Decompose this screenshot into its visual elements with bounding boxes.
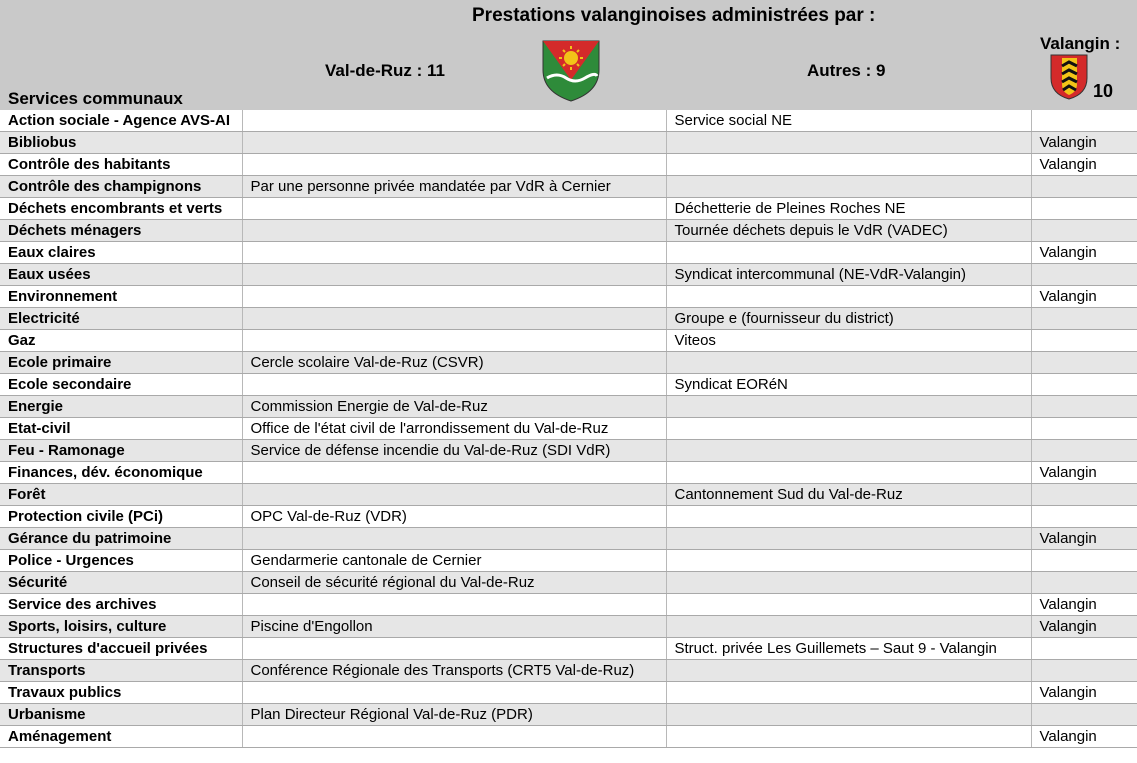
table-row: [0, 594, 1137, 616]
table-header: [0, 0, 1137, 110]
autres-cell: [666, 572, 1031, 594]
val-de-ruz-cell: Conférence Régionale des Transports (CRT5 Val-de-Ruz): [242, 660, 666, 682]
service-cell: Etat-civil: [0, 418, 242, 440]
autres-cell: Syndicat EORéN: [666, 374, 1031, 396]
autres-cell: [666, 550, 1031, 572]
autres-cell: [666, 616, 1031, 638]
autres-cell: Déchetterie de Pleines Roches NE: [666, 198, 1031, 220]
valangin-cell: [1031, 440, 1137, 462]
valangin-cell: [1031, 572, 1137, 594]
autres-cell: [666, 176, 1031, 198]
autres-count: Autres : 9: [807, 61, 886, 80]
val-de-ruz-cell: [242, 264, 666, 286]
val-de-ruz-cell: Par une personne privée mandatée par VdR à Cernier: [242, 176, 666, 198]
service-cell: Déchets ménagers: [0, 220, 242, 242]
valangin-cell: [1031, 264, 1137, 286]
autres-cell: [666, 660, 1031, 682]
service-cell: Feu - Ramonage: [0, 440, 242, 462]
table-row: [0, 286, 1137, 308]
table-row: [0, 132, 1137, 154]
valangin-cell: Valangin: [1031, 726, 1137, 748]
val-de-ruz-cell: [242, 682, 666, 704]
autres-cell: [666, 462, 1031, 484]
valangin-cell: [1031, 352, 1137, 374]
valangin-cell: Valangin: [1031, 616, 1137, 638]
service-cell: Eaux claires: [0, 242, 242, 264]
val-de-ruz-cell: [242, 198, 666, 220]
service-cell: Eaux usées: [0, 264, 242, 286]
valangin-cell: [1031, 506, 1137, 528]
table-row: [0, 484, 1137, 506]
valangin-cell: Valangin: [1031, 242, 1137, 264]
val-de-ruz-cell: [242, 484, 666, 506]
autres-cell: [666, 704, 1031, 726]
table-row: [0, 242, 1137, 264]
table-row: [0, 440, 1137, 462]
table-row: [0, 506, 1137, 528]
service-cell: Gérance du patrimoine: [0, 528, 242, 550]
valangin-cell: Valangin: [1031, 594, 1137, 616]
table-row: [0, 572, 1137, 594]
service-cell: Sports, loisirs, culture: [0, 616, 242, 638]
autres-cell: [666, 418, 1031, 440]
table-row: [0, 264, 1137, 286]
valangin-cell: [1031, 418, 1137, 440]
autres-cell: Cantonnement Sud du Val-de-Ruz: [666, 484, 1031, 506]
service-cell: Contrôle des champignons: [0, 176, 242, 198]
autres-cell: [666, 440, 1031, 462]
autres-cell: [666, 242, 1031, 264]
val-de-ruz-cell: [242, 638, 666, 660]
valangin-cell: Valangin: [1031, 462, 1137, 484]
autres-cell: [666, 396, 1031, 418]
valangin-cell: [1031, 176, 1137, 198]
table-row: [0, 110, 1137, 132]
valangin-label: Valangin :: [1040, 34, 1121, 53]
valangin-cell: [1031, 110, 1137, 132]
val-de-ruz-cell: [242, 132, 666, 154]
service-cell: Police - Urgences: [0, 550, 242, 572]
table-row: [0, 638, 1137, 660]
valangin-cell: Valangin: [1031, 528, 1137, 550]
autres-cell: [666, 286, 1031, 308]
val-de-ruz-count: Val-de-Ruz : 11: [325, 61, 445, 80]
table-row: [0, 176, 1137, 198]
autres-cell: Syndicat intercommunal (NE-VdR-Valangin): [666, 264, 1031, 286]
service-cell: Sécurité: [0, 572, 242, 594]
autres-cell: [666, 594, 1031, 616]
table-row: [0, 418, 1137, 440]
table-row: [0, 308, 1137, 330]
val-de-ruz-cell: [242, 374, 666, 396]
service-cell: Finances, dév. économique: [0, 462, 242, 484]
service-cell: Transports: [0, 660, 242, 682]
service-cell: Travaux publics: [0, 682, 242, 704]
table-row: [0, 462, 1137, 484]
valangin-cell: [1031, 198, 1137, 220]
service-cell: Electricité: [0, 308, 242, 330]
val-de-ruz-crest-icon: [542, 40, 600, 102]
autres-cell: [666, 528, 1031, 550]
val-de-ruz-cell: Plan Directeur Régional Val-de-Ruz (PDR): [242, 704, 666, 726]
page-title: Prestations valanginoises administrées par :: [472, 5, 876, 26]
service-cell: Ecole primaire: [0, 352, 242, 374]
autres-cell: [666, 132, 1031, 154]
val-de-ruz-cell: [242, 594, 666, 616]
table-row: [0, 220, 1137, 242]
table-row: [0, 660, 1137, 682]
service-cell: Service des archives: [0, 594, 242, 616]
val-de-ruz-cell: [242, 154, 666, 176]
valangin-cell: Valangin: [1031, 286, 1137, 308]
autres-cell: Viteos: [666, 330, 1031, 352]
valangin-cell: [1031, 374, 1137, 396]
val-de-ruz-cell: Gendarmerie cantonale de Cernier: [242, 550, 666, 572]
val-de-ruz-cell: Office de l'état civil de l'arrondissement du Val-de-Ruz: [242, 418, 666, 440]
val-de-ruz-cell: [242, 528, 666, 550]
val-de-ruz-cell: Cercle scolaire Val-de-Ruz (CSVR): [242, 352, 666, 374]
valangin-cell: Valangin: [1031, 682, 1137, 704]
valangin-cell: [1031, 704, 1137, 726]
service-cell: Environnement: [0, 286, 242, 308]
autres-cell: Struct. privée Les Guillemets – Saut 9 - Valangin: [666, 638, 1031, 660]
valangin-cell: [1031, 550, 1137, 572]
val-de-ruz-cell: [242, 286, 666, 308]
autres-cell: Tournée déchets depuis le VdR (VADEC): [666, 220, 1031, 242]
table-row: [0, 396, 1137, 418]
autres-cell: [666, 154, 1031, 176]
service-cell: Gaz: [0, 330, 242, 352]
val-de-ruz-cell: Commission Energie de Val-de-Ruz: [242, 396, 666, 418]
val-de-ruz-cell: [242, 726, 666, 748]
table-row: [0, 352, 1137, 374]
service-cell: Forêt: [0, 484, 242, 506]
service-cell: Contrôle des habitants: [0, 154, 242, 176]
val-de-ruz-cell: [242, 242, 666, 264]
valangin-count: 10: [1093, 81, 1114, 101]
autres-cell: [666, 682, 1031, 704]
services-table: [0, 110, 1137, 748]
service-cell: Déchets encombrants et verts: [0, 198, 242, 220]
service-cell: Protection civile (PCi): [0, 506, 242, 528]
service-cell: Urbanisme: [0, 704, 242, 726]
valangin-cell: [1031, 308, 1137, 330]
services-title: Services communaux: [8, 89, 183, 108]
valangin-cell: [1031, 330, 1137, 352]
table-row: [0, 616, 1137, 638]
val-de-ruz-cell: [242, 330, 666, 352]
valangin-crest-icon: [1050, 54, 1088, 100]
autres-cell: [666, 352, 1031, 374]
valangin-cell: [1031, 638, 1137, 660]
valangin-cell: [1031, 396, 1137, 418]
val-de-ruz-cell: OPC Val-de-Ruz (VDR): [242, 506, 666, 528]
service-cell: Action sociale - Agence AVS-AI: [0, 110, 242, 132]
service-cell: Bibliobus: [0, 132, 242, 154]
service-cell: Aménagement: [0, 726, 242, 748]
val-de-ruz-cell: Service de défense incendie du Val-de-Ruz (SDI VdR): [242, 440, 666, 462]
val-de-ruz-cell: [242, 308, 666, 330]
valangin-cell: [1031, 220, 1137, 242]
table-row: [0, 550, 1137, 572]
table-row: [0, 198, 1137, 220]
table-row: [0, 682, 1137, 704]
autres-cell: Groupe e (fournisseur du district): [666, 308, 1031, 330]
table-row: [0, 528, 1137, 550]
val-de-ruz-cell: Conseil de sécurité régional du Val-de-Ruz: [242, 572, 666, 594]
service-cell: Structures d'accueil privées: [0, 638, 242, 660]
valangin-cell: Valangin: [1031, 132, 1137, 154]
val-de-ruz-cell: [242, 462, 666, 484]
table-row: [0, 330, 1137, 352]
valangin-cell: [1031, 484, 1137, 506]
autres-cell: Service social NE: [666, 110, 1031, 132]
table-row: [0, 374, 1137, 396]
valangin-cell: Valangin: [1031, 154, 1137, 176]
table-row: [0, 704, 1137, 726]
val-de-ruz-cell: Piscine d'Engollon: [242, 616, 666, 638]
autres-cell: [666, 506, 1031, 528]
autres-cell: [666, 726, 1031, 748]
valangin-cell: [1031, 660, 1137, 682]
val-de-ruz-cell: [242, 220, 666, 242]
service-cell: Ecole secondaire: [0, 374, 242, 396]
val-de-ruz-cell: [242, 110, 666, 132]
table-row: [0, 726, 1137, 748]
table-row: [0, 154, 1137, 176]
service-cell: Energie: [0, 396, 242, 418]
